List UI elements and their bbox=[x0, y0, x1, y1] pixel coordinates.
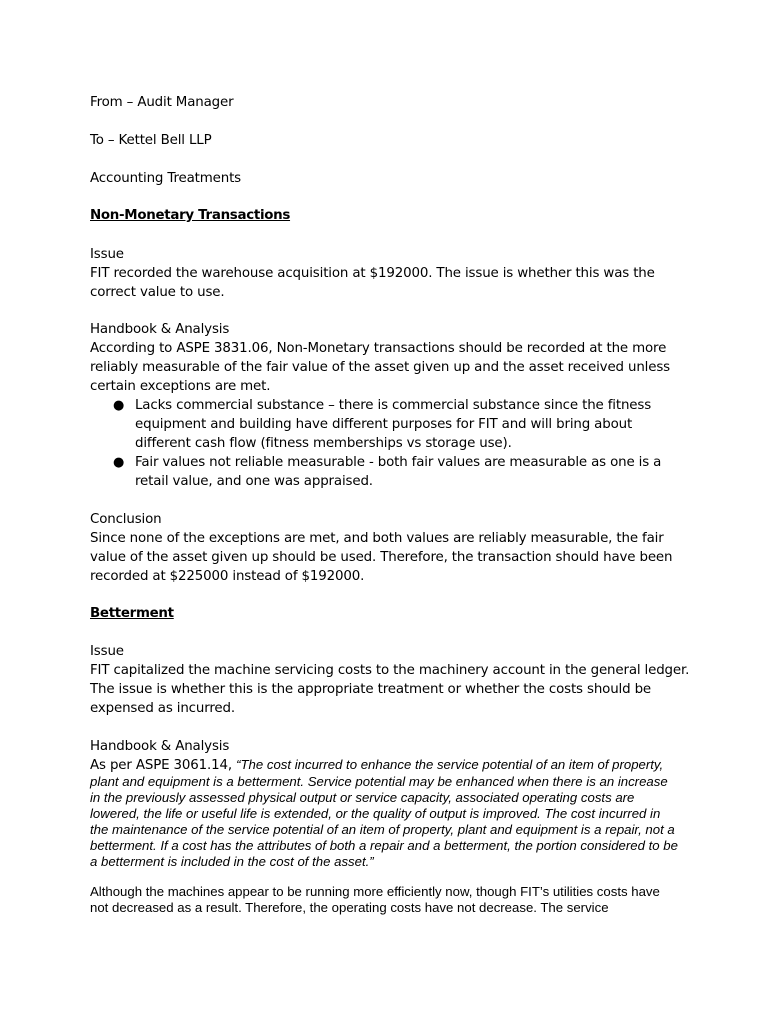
bullet-icon: ● bbox=[113, 398, 125, 413]
section1-analysis bbox=[90, 320, 690, 396]
followup-text: Although the machines appear to be running more efficiently now, though FIT’s utilities costs have not decreased as a result. Therefore, the operating costs have not decrease. The service bbox=[90, 884, 660, 915]
bullet-text: Lacks commercial substance – there is commercial substance since the fitness equipment and building have different purposes for FIT and will bring about different cash flow (fitness memberships vs storage use). bbox=[135, 398, 652, 451]
section1-conclusion bbox=[90, 510, 690, 586]
analysis-text: According to ASPE 3831.06, Non-Monetary transactions should be recorded at the more reliably measurable of the fair value of the asset given up and the asset received unless certain exceptions are met. bbox=[90, 341, 670, 394]
section2-issue bbox=[90, 642, 690, 718]
list-item bbox=[90, 453, 690, 491]
analysis-label: Handbook & Analysis bbox=[90, 739, 230, 754]
issue-text: FIT capitalized the machine servicing costs to the machinery account in the general ledger. The issue is whether this is the appropriate treatment or whether the costs should be expensed as incurred. bbox=[90, 663, 690, 716]
to-line: To – Kettel Bell LLP bbox=[90, 133, 212, 148]
section2-followup bbox=[90, 884, 680, 916]
bullet-icon: ● bbox=[113, 455, 125, 470]
heading-text: Non-Monetary Transactions bbox=[90, 208, 291, 223]
from-line: From – Audit Manager bbox=[90, 95, 234, 110]
subject-line: Accounting Treatments bbox=[90, 171, 241, 186]
memo-subject bbox=[90, 169, 690, 188]
bullet-text: Fair values not reliable measurable - both fair values are measurable as one is a retail value, and one was appraised. bbox=[135, 455, 662, 489]
section1-issue bbox=[90, 245, 690, 302]
section2-analysis-label bbox=[90, 737, 690, 756]
conclusion-text: Since none of the exceptions are met, and both values are reliably measurable, the fair value of the asset given up should be used. Therefore, the transaction should have been recorded at $225000 instead of $192000. bbox=[90, 531, 673, 584]
section-heading-betterment bbox=[90, 604, 690, 623]
handbook-quote: “The cost incurred to enhance the service potential of an item of property, plant and equipment is a betterment. Service potential may be enhanced when there is an increase in the previously assessed physical output or service capacity, associated operating costs are lowered, the life or useful life is extended, or the quality of output is improved. The cost incurred in the maintenance of the service potential of an item of property, plant and equipment is a repair, not a betterment. If a cost has the attributes of both a repair and a betterment, the portion considered to be a betterment is included in the cost of the asset.” bbox=[90, 757, 678, 869]
issue-text: FIT recorded the warehouse acquisition at $192000. The issue is whether this was the correct value to use. bbox=[90, 266, 655, 300]
list-item bbox=[90, 396, 690, 453]
conclusion-label: Conclusion bbox=[90, 512, 162, 527]
issue-label: Issue bbox=[90, 644, 124, 659]
exceptions-list bbox=[90, 396, 690, 491]
issue-label: Issue bbox=[90, 247, 124, 262]
handbook-reference: As per ASPE 3061.14, bbox=[90, 758, 237, 773]
section2-quote bbox=[90, 757, 680, 870]
analysis-label: Handbook & Analysis bbox=[90, 322, 230, 337]
memo-to bbox=[90, 131, 690, 150]
section-heading-non-monetary bbox=[90, 206, 690, 225]
heading-text: Betterment bbox=[90, 606, 174, 621]
quote-paragraph bbox=[90, 757, 680, 870]
memo-from bbox=[90, 93, 690, 112]
